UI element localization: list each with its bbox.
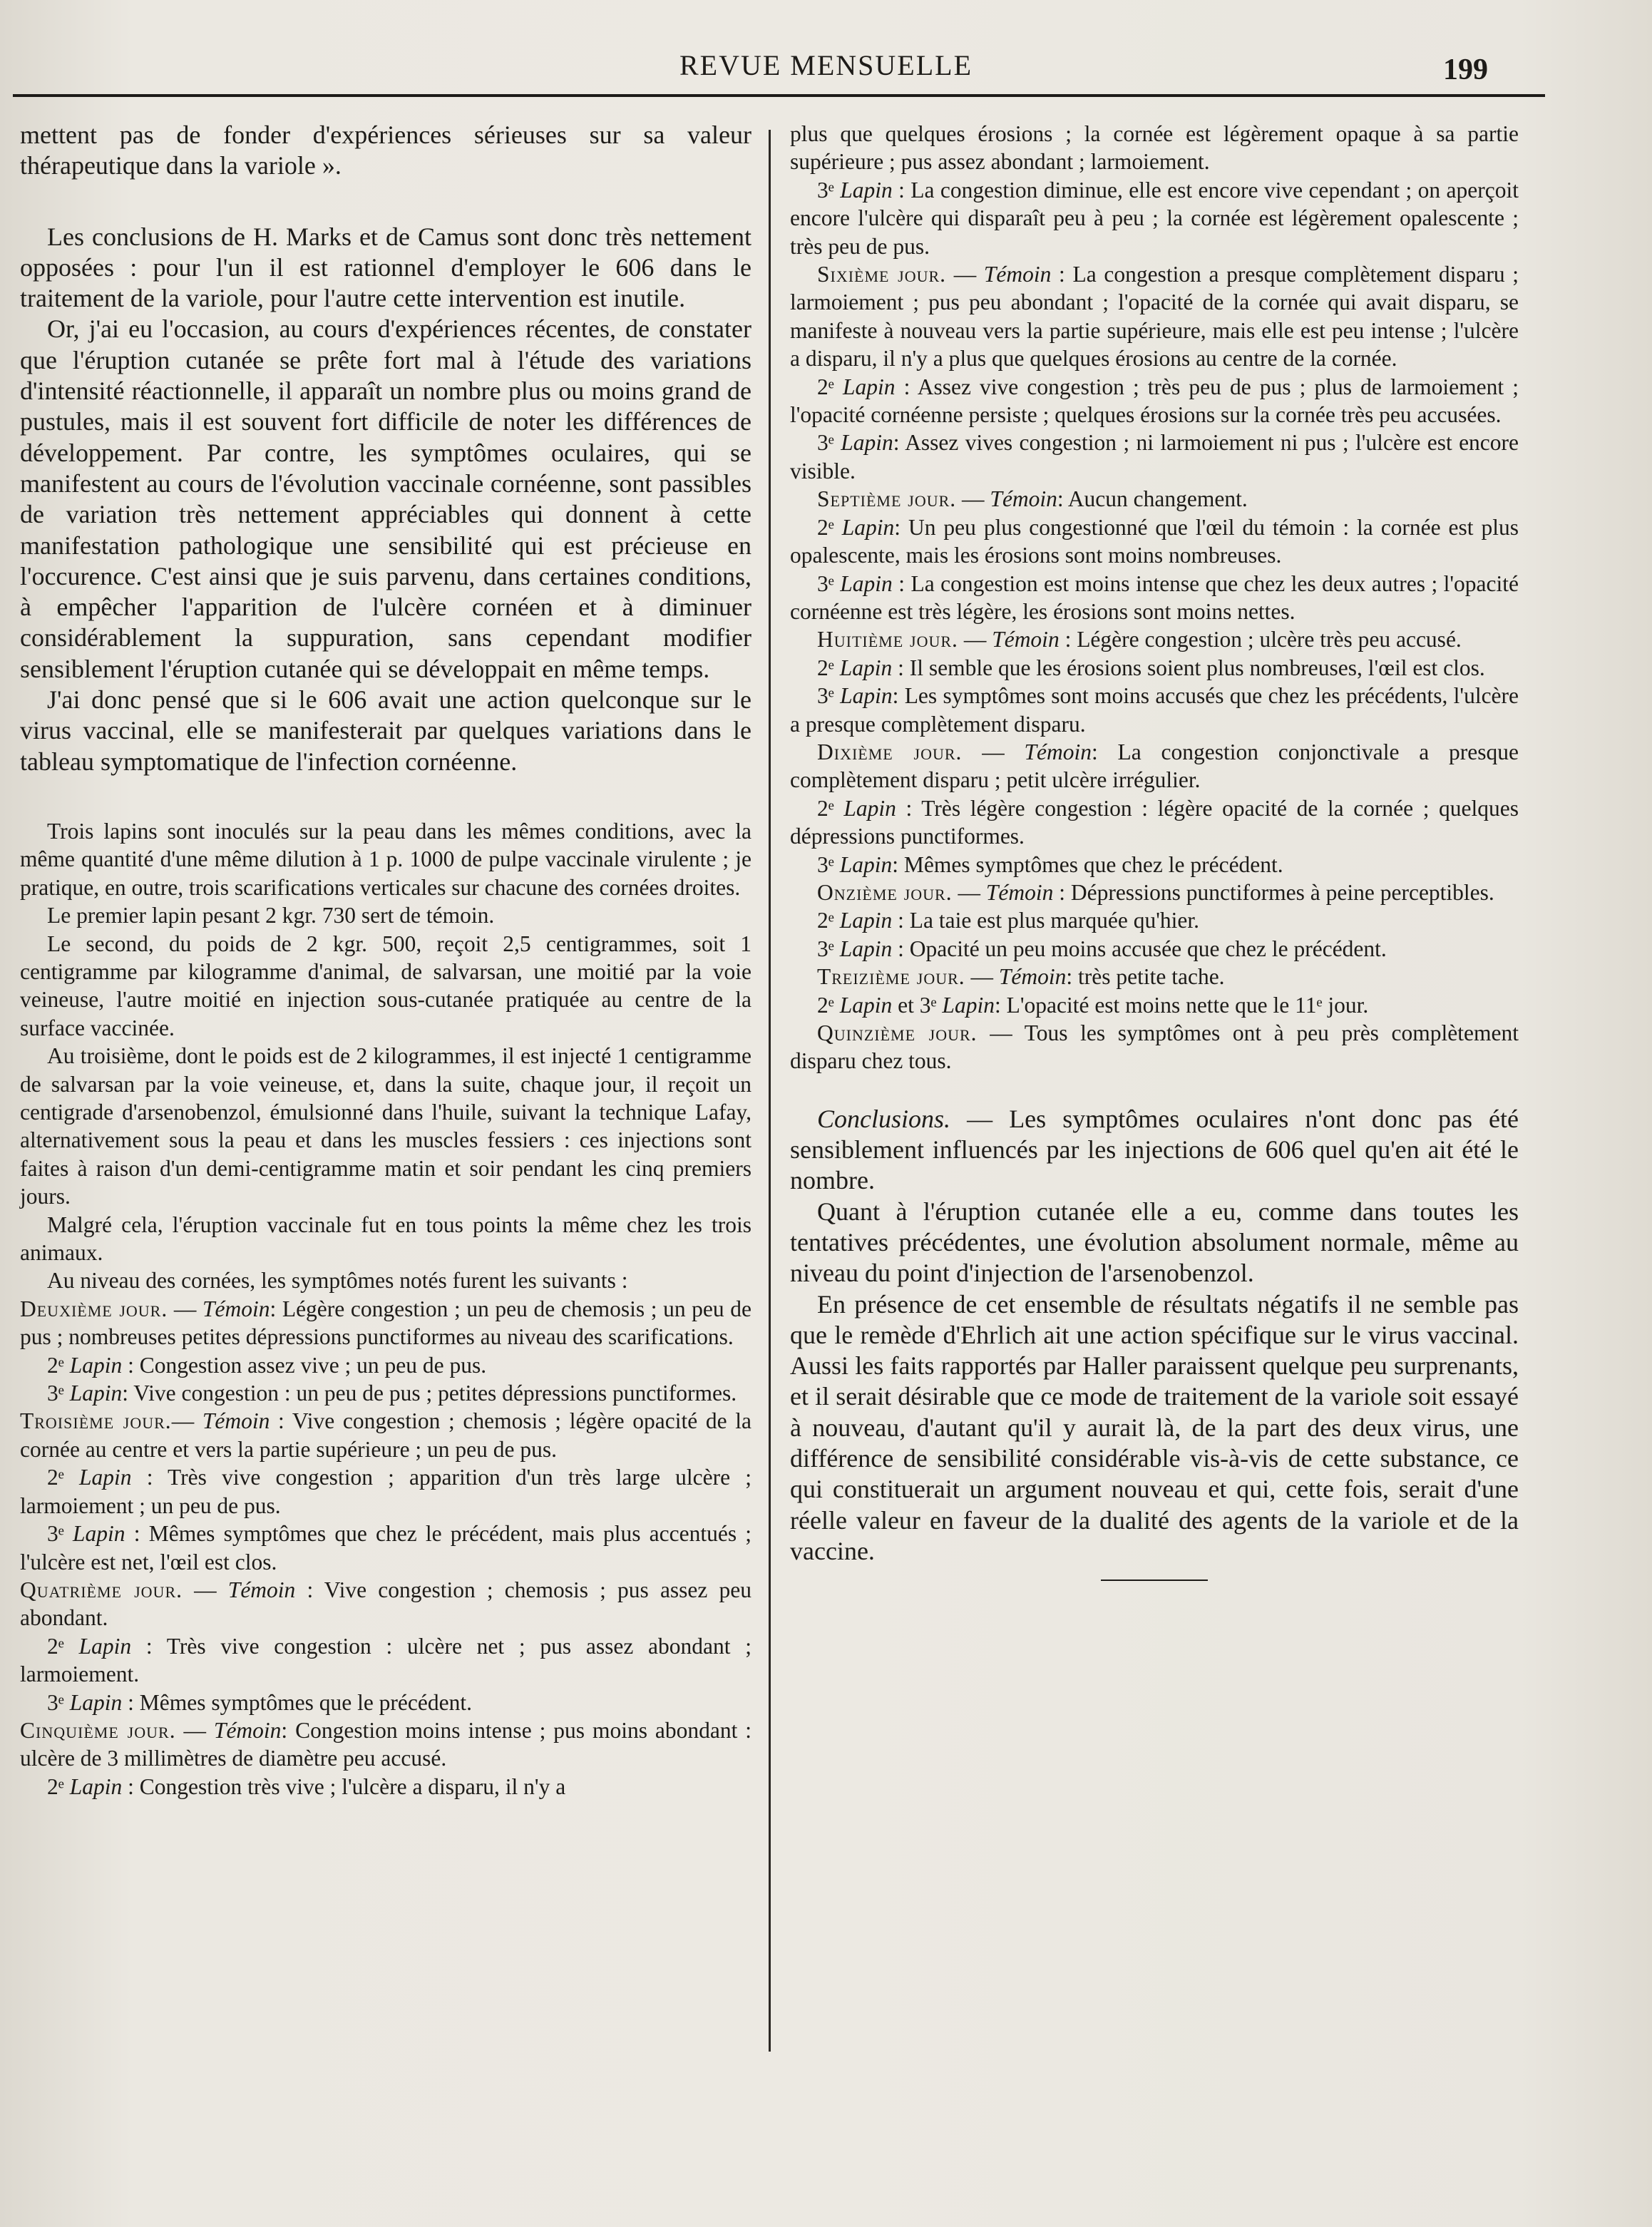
paragraph: Or, j'ai eu l'occasion, au cours d'expériences récentes, de constater que l'éruption cutanée se prête fort mal à l'étude des variations d'intensité réactionnelle, il apparaît un nombre plus ou moins grand de pustules, mais il est souvent fort difficile de noter les différences de développement. Par contre, les symptômes oculaires, qui se manifestent au cours de l'évolution vaccinale cornéenne, sont passibles de variation très nettement appréciables qui donnent à cette manifestation pathologique une sensibilité qui est précieuse en l'occurence. C'est ainsi que je suis parvenu, dans certaines conditions, à empêcher l'apparition de l'ulcère cornéen et à diminuer considérablement la suppuration, sans cependant modifier sensiblement l'éruption cutanée qui se développait en même temps.: [20, 314, 751, 683]
rabbit-entry: 2ᵉ Lapin et 3ᵉ Lapin: L'opacité est moins nette que le 11ᵉ jour.: [817, 992, 1369, 1018]
day-entry: Septième jour. — Témoin: Aucun changement.: [817, 486, 1248, 512]
running-title: REVUE MENSUELLE: [679, 49, 973, 81]
left-column: [20, 120, 751, 2084]
paragraph: En présence de cet ensemble de résultats négatifs il ne semble pas que le remède d'Ehrlich ait une action spécifique sur le virus vaccinal. Aussi les faits rapportés par Haller paraissent quelque peu surprenants, et il serait désirable que ce mode de traitement de la variole soit essayé à nouveau, d'autant qu'il y aurait là, de la part des deux virus, une différence de sensibilité considérable vis-à-vis de cette substance, ce qui constituerait un argument nouveau et qui, cette fois, serait d'une réelle valeur en faveur de la dualité des agents de la variole et de la vaccine.: [790, 1289, 1519, 1565]
rabbit-entry: 2ᵉ Lapin : Assez vive congestion ; très peu de pus ; plus de larmoiement ; l'opacité cornéenne persiste ; quelques érosions sur la cornée très peu accusées.: [790, 374, 1519, 428]
conclusions-paragraph: Conclusions. — Les symptômes oculaires n'ont donc pas été sensiblement influencés par les injections de 606 quel qu'en ait été le nombre.: [790, 1104, 1519, 1195]
end-rule: [1101, 1580, 1208, 1581]
rabbit-entry: 3ᵉ Lapin: Vive congestion : un peu de pus ; petites dépressions punctiformes.: [47, 1381, 737, 1406]
column-divider: [769, 130, 771, 2052]
paragraph: mettent pas de fonder d'expériences sérieuses sur sa valeur thérapeutique dans la variole ».: [20, 121, 751, 180]
paragraph: Trois lapins sont inoculés sur la peau dans les mêmes conditions, avec la même quantité d'une même dilution à 1 p. 1000 de pulpe vaccinale virulente ; je pratique, en outre, trois scarifications verticales sur chacune des cornées droites.: [20, 818, 751, 900]
paragraph: Le premier lapin pesant 2 kgr. 730 sert de témoin.: [47, 903, 495, 928]
rabbit-entry: 2ᵉ Lapin : La taie est plus marquée qu'hier.: [817, 908, 1200, 933]
rabbit-entry: 2ᵉ Lapin: Un peu plus congestionné que l'œil du témoin : la cornée est plus opalescente, mais les érosions sont moins nombreuses.: [790, 514, 1519, 568]
rabbit-entry: 3ᵉ Lapin : La congestion diminue, elle est encore vive cependant ; on aperçoit encore l'ulcère qui disparaît peu à peu ; la cornée est légèrement opalescente ; très peu de pus.: [790, 177, 1519, 259]
paragraph: plus que quelques érosions ; la cornée est légèrement opaque à sa partie supérieure ; pus assez abondant ; larmoiement.: [790, 121, 1519, 175]
paragraph: Au niveau des cornées, les symptômes notés furent les suivants :: [47, 1268, 628, 1294]
rabbit-entry: 2ᵉ Lapin : Très légère congestion : légère opacité de la cornée ; quelques dépressions punctiformes.: [790, 795, 1519, 849]
page-header: [0, 43, 1652, 93]
rabbit-entry: 3ᵉ Lapin: Mêmes symptômes que chez le précédent.: [817, 851, 1283, 877]
rabbit-entry: 3ᵉ Lapin : La congestion est moins intense que chez les deux autres ; l'opacité cornéenne est très légère, les érosions sont moins nettes.: [790, 570, 1519, 624]
rabbit-entry: 3ᵉ Lapin: Assez vives congestion ; ni larmoiement ni pus ; l'ulcère est encore visible.: [790, 430, 1519, 483]
rabbit-entry: 2ᵉ Lapin : Congestion très vive ; l'ulcère a disparu, il n'y a: [47, 1773, 566, 1799]
rabbit-entry: 2ᵉ Lapin : Très vive congestion : ulcère net ; pus assez abondant ; larmoiement.: [20, 1633, 751, 1687]
day-entry: Treizième jour. — Témoin: très petite tache.: [817, 964, 1225, 990]
paragraph: Les conclusions de H. Marks et de Camus sont donc très nettement opposées : pour l'un il est rationnel d'employer le 606 dans le traitement de la variole, pour l'autre cette intervention est inutile.: [20, 222, 751, 313]
day-entry: Huitième jour. — Témoin : Légère congestion ; ulcère très peu accusé.: [817, 627, 1462, 652]
rabbit-entry: 3ᵉ Lapin : Mêmes symptômes que le précédent.: [47, 1689, 472, 1715]
paragraph: Quant à l'éruption cutanée elle a eu, comme dans toutes les tentatives précédentes, une évolution absolument normale, même au niveau du point d'injection de l'arsenobenzol.: [790, 1197, 1519, 1288]
paragraph: Malgré cela, l'éruption vaccinale fut en tous points la même chez les trois animaux.: [20, 1212, 751, 1266]
day-entry: Quinzième jour. — Tous les symptômes ont à peu près complètement disparu chez tous.: [790, 1020, 1519, 1074]
rabbit-entry: 2ᵉ Lapin : Congestion assez vive ; un peu de pus.: [47, 1352, 487, 1378]
day-entry: Quatrième jour. — Témoin : Vive congestion ; chemosis ; pus assez peu abondant.: [20, 1577, 752, 1631]
day-entry: Troisième jour.— Témoin : Vive congestion ; chemosis ; légère opacité de la cornée au centre et vers la partie supérieure ; un peu de pus.: [20, 1408, 752, 1462]
day-entry: Cinquième jour. — Témoin: Congestion moins intense ; pus moins abondant : ulcère de 3 millimètres de diamètre peu accusé.: [20, 1717, 752, 1771]
rabbit-entry: 3ᵉ Lapin : Mêmes symptômes que chez le précédent, mais plus accentués ; l'ulcère est net, l'œil est clos.: [20, 1521, 752, 1575]
rabbit-entry: 3ᵉ Lapin : Opacité un peu moins accusée que chez le précédent.: [817, 936, 1387, 961]
paragraph: J'ai donc pensé que si le 606 avait une action quelconque sur le virus vaccinal, elle se manifesterait par quelques variations dans le tableau symptomatique de l'infection cornéenne.: [20, 685, 751, 776]
rabbit-entry: 2ᵉ Lapin : Il semble que les érosions soient plus nombreuses, l'œil est clos.: [817, 655, 1485, 680]
day-entry: Onzième jour. — Témoin : Dépressions punctiformes à peine perceptibles.: [817, 879, 1494, 905]
rabbit-entry: 2ᵉ Lapin : Très vive congestion ; apparition d'un très large ulcère ; larmoiement ; un peu de pus.: [20, 1465, 752, 1518]
day-entry: Dixième jour. — Témoin: La congestion conjonctivale a presque complètement disparu ; petit ulcère irrégulier.: [790, 739, 1519, 793]
paragraph: Au troisième, dont le poids est de 2 kilogrammes, il est injecté 1 centigramme de salvarsan par la voie veineuse, et, dans la suite, chaque jour, il reçoit un centigrade d'arsenobenzol, émulsionné dans l'huile, suivant la technique Lafay, alternativement sous la peau et dans les muscles fessiers : ces injections sont faites à raison d'un demi-centigramme matin et soir pendant les cinq premiers jours.: [20, 1043, 751, 1209]
day-entry: Sixième jour. — Témoin : La congestion a presque complètement disparu ; larmoiement ; pus peu abondant ; l'opacité de la cornée qui avait disparu, se manifeste à nouveau vers la partie supérieure, mais elle est peu intense ; l'ulcère a disparu, il n'y a plus que quelques érosions au centre de la cornée.: [790, 262, 1519, 372]
header-rule: [13, 94, 1545, 97]
right-column: [790, 120, 1519, 2084]
day-entry: Deuxième jour. — Témoin: Légère congestion ; un peu de chemosis ; un peu de pus ; nombreuses petites dépressions punctiformes au niveau des scarifications.: [20, 1296, 752, 1350]
paragraph: Le second, du poids de 2 kgr. 500, reçoit 2,5 centigrammes, soit 1 centigramme par kilogramme d'animal, de salvarsan, une moitié par la voie veineuse, l'autre moitié en injection sous-cutanée pratiquée au centre de la surface vaccinée.: [20, 931, 751, 1040]
rabbit-entry: 3ᵉ Lapin: Les symptômes sont moins accusés que chez les précédents, l'ulcère a presque complètement disparu.: [790, 683, 1519, 737]
page-number: 199: [1443, 53, 1488, 86]
